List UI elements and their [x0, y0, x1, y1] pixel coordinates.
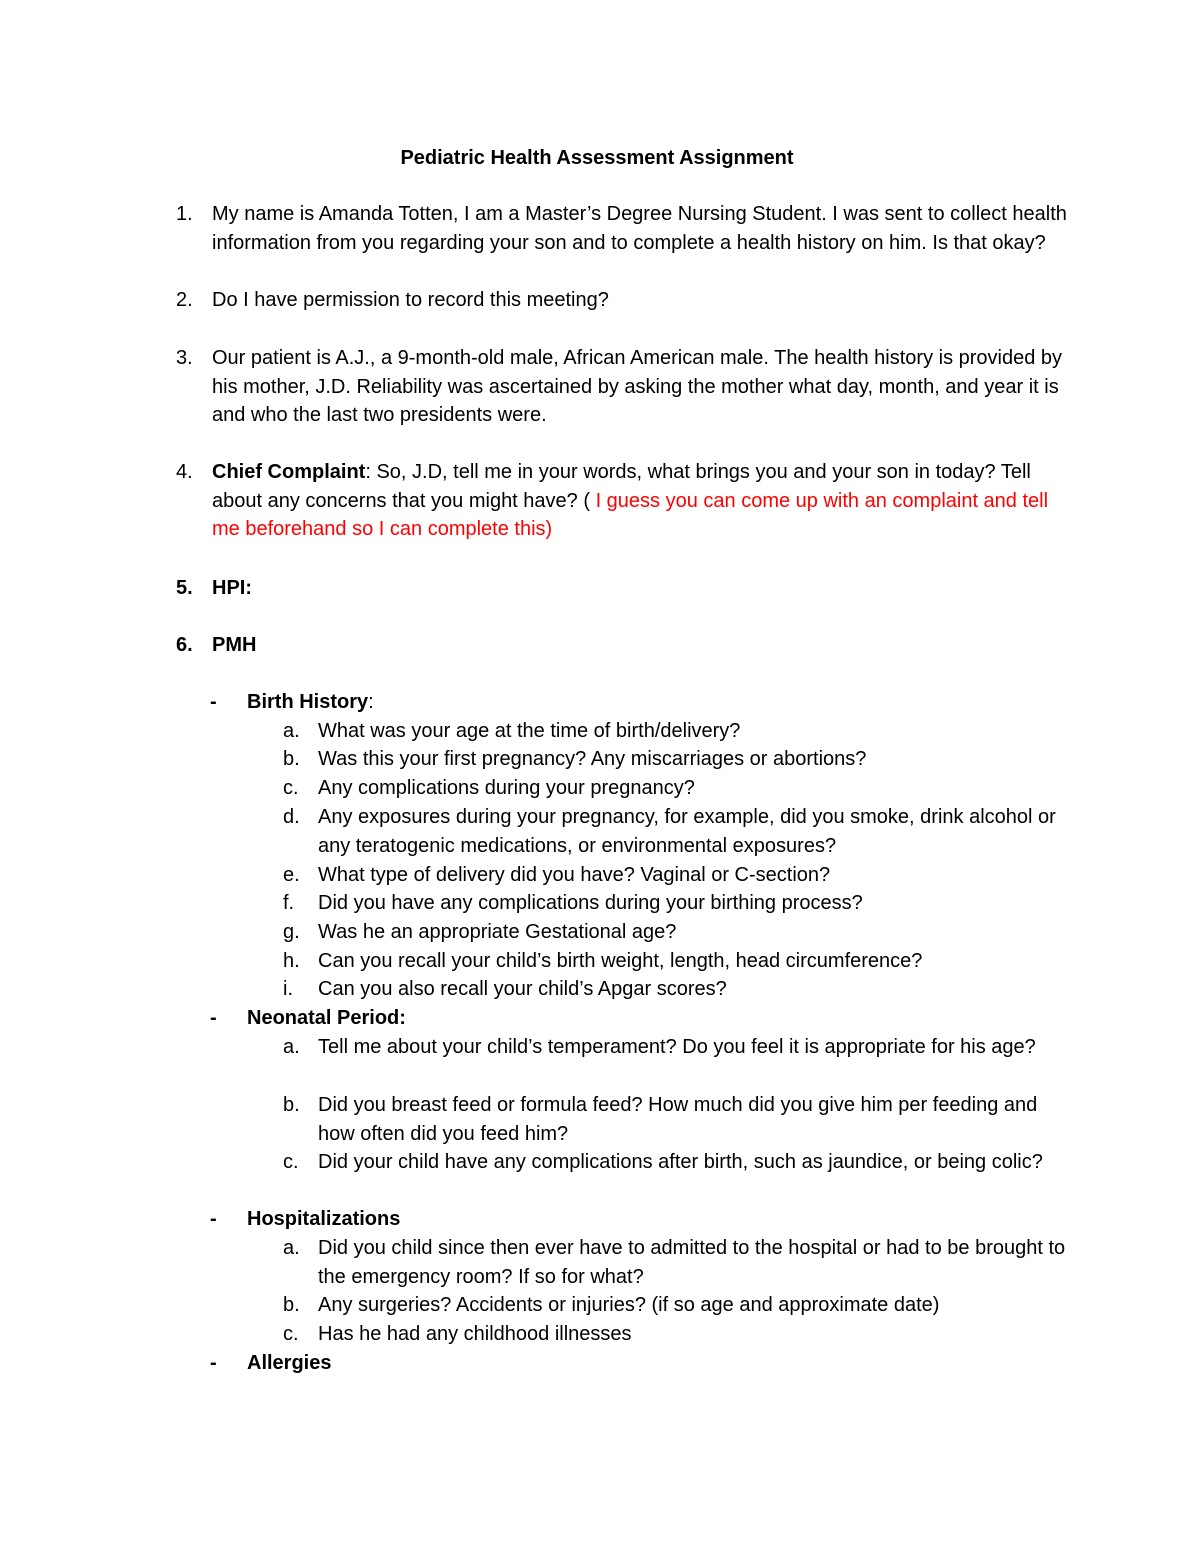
list-item-1	[176, 200, 1076, 257]
page-title: Pediatric Health Assessment Assignment	[400, 147, 794, 169]
list-item	[283, 918, 1073, 947]
list-item	[283, 889, 1073, 918]
bullet-dash: -	[210, 1208, 217, 1230]
item-text: Did you breast feed or formula feed? How much did you give him per feeding and how often did you feed him?	[318, 1094, 1038, 1145]
item-number: 1.	[176, 203, 193, 225]
item-letter: c.	[283, 777, 299, 799]
item-text: Did your child have any complications after birth, such as jaundice, or being colic?	[318, 1151, 1043, 1173]
item-text: Can you recall your child’s birth weight, length, head circumference?	[318, 950, 923, 972]
item-number: 4.	[176, 461, 193, 483]
list-item-5	[176, 574, 1076, 603]
chief-complaint-label: Chief Complaint	[212, 461, 366, 483]
item-text: Was he an appropriate Gestational age?	[318, 921, 677, 943]
item-text: Did you child since then ever have to admitted to the hospital or had to be brought to the emergency room? If so for what?	[318, 1237, 1066, 1288]
section-label: Birth History	[247, 691, 369, 713]
item-letter: b.	[283, 748, 300, 770]
item-text: Did you have any complications during your birthing process?	[318, 892, 863, 914]
item-letter: a.	[283, 1237, 300, 1259]
item-number: 2.	[176, 289, 193, 311]
list-item	[283, 1091, 1073, 1148]
item-text: Any exposures during your pregnancy, for example, did you smoke, drink alcohol or any teratogenic medications, or environmental exposures?	[318, 806, 1056, 857]
bullet-dash: -	[210, 691, 217, 713]
item-letter: c.	[283, 1151, 299, 1173]
list-item	[283, 975, 1073, 1004]
list-item	[283, 803, 1073, 860]
bullet-dash: -	[210, 1352, 217, 1374]
item-letter: f.	[283, 892, 295, 914]
list-item	[283, 1033, 1073, 1062]
item-letter: d.	[283, 806, 300, 828]
list-item	[283, 1148, 1073, 1177]
item-number: 6.	[176, 634, 193, 656]
item-letter: e.	[283, 864, 300, 886]
list-item-4	[176, 458, 1076, 544]
instructor-note: I guess you can come up with an complaint and tell me beforehand so I can complete this)	[212, 489, 1049, 541]
list-item	[283, 1291, 1073, 1320]
item-text: Was this your first pregnancy? Any miscarriages or abortions?	[318, 748, 867, 770]
item-text: Tell me about your child’s temperament? Do you feel it is appropriate for his age?	[318, 1036, 1036, 1058]
item-heading: PMH	[212, 634, 257, 656]
item-text: What was your age at the time of birth/delivery?	[318, 720, 741, 742]
bullet-dash: -	[210, 1007, 217, 1029]
item-letter: b.	[283, 1294, 300, 1316]
list-item	[283, 774, 1073, 803]
item-heading: HPI:	[212, 577, 252, 599]
list-item	[283, 1234, 1073, 1291]
list-item-6	[176, 631, 1076, 660]
list-item-2	[176, 286, 1076, 315]
item-letter: g.	[283, 921, 300, 943]
item-text: Has he had any childhood illnesses	[318, 1323, 632, 1345]
item-letter: a.	[283, 720, 300, 742]
item-letter: a.	[283, 1036, 300, 1058]
item-letter: h.	[283, 950, 300, 972]
section-colon: :	[368, 691, 374, 713]
list-item	[283, 861, 1073, 890]
list-item	[283, 1320, 1073, 1349]
item-text: Any surgeries? Accidents or injuries? (if so age and approximate date)	[318, 1294, 940, 1316]
list-item	[283, 947, 1073, 976]
item-text: Any complications during your pregnancy?	[318, 777, 695, 799]
list-item	[283, 717, 1073, 746]
item-letter: b.	[283, 1094, 300, 1116]
item-text	[212, 458, 1076, 544]
item-text: Our patient is A.J., a 9-month-old male, African American male. The health history is provided by his mother, J.D. Reliability was ascertained by asking the mother what day, month, and year it is and who the last two presidents were.	[212, 347, 1063, 427]
item-text: My name is Amanda Totten, I am a Master’s Degree Nursing Student. I was sent to collect health information from you regarding your son and to complete a health history on him. Is that okay?	[212, 203, 1067, 254]
list-item-3	[176, 344, 1076, 430]
item-letter: c.	[283, 1323, 299, 1345]
item-number: 3.	[176, 347, 193, 369]
item-text: Do I have permission to record this meeting?	[212, 289, 609, 311]
item-letter: i.	[283, 978, 293, 1000]
chief-complaint-question: : So, J.D, tell me in your words, what brings you and your son in today? Tell about any concerns that you might have? (	[212, 461, 1031, 512]
section-label: Neonatal Period:	[247, 1007, 406, 1029]
section-label: Hospitalizations	[247, 1208, 401, 1230]
section-label: Allergies	[247, 1352, 332, 1374]
item-number: 5.	[176, 577, 193, 599]
item-text: What type of delivery did you have? Vaginal or C-section?	[318, 864, 831, 886]
item-text: Can you also recall your child’s Apgar scores?	[318, 978, 727, 1000]
list-item	[283, 745, 1073, 774]
